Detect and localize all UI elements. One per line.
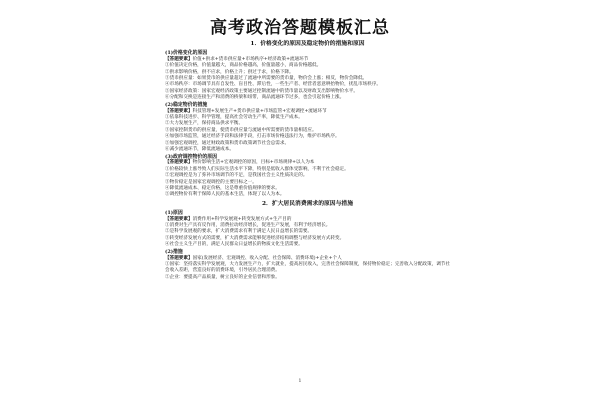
paragraph-text: ②供求影响价格，供不应求，价格上升；供过于求，价格下降。 [165,69,294,75]
paragraph-text: 科技管理+发展生产+货币供应量+市场监管+宏观调控+流通环节 [192,108,327,114]
page-title: 高考政治答题模板汇总 [210,18,390,38]
paragraph-text: ③转变经济发展方式的需要，扩大消费需求能够促进经济结构调整与经济发展方式转变。 [165,235,345,241]
paragraph-text: ④市场秩序：市场调节具有自发性、盲目性、滞后性，一些生产者、经营者恶意哄抬物价，扰乱市场秩序。 [165,82,381,88]
body-paragraph [165,275,450,281]
paragraph-text: ②大力发展生产，保持商品供求平衡。 [165,121,244,127]
paragraph-text: 价值+供求+货币供应量+市场秩序+经济政策+流通环节 [192,56,309,62]
paragraph-text: ②企业：要提高产品质量，树立良好的企业信誉和形象。 [165,274,280,280]
paragraph-text: 物价影响生活+宏观调控的原因，目标+市场规律+以人为本 [192,160,315,166]
subsection-heading: (1)价格变化的原因 [165,50,208,57]
paragraph-text: ①依靠科技进步、科学管理，提高社会劳动生产率，降低生产成本。 [165,114,303,120]
body-paragraph [165,95,450,101]
paragraph-text: 消费作用+科学发展观+转变发展方式+生产目的 [192,216,292,222]
paragraph-text: ③国家控制货币的供应量，使货币供应量与流通中所需要的货币量相适应。 [165,127,317,133]
answer-key-label: 【答题要素】 [165,108,193,114]
page-number: 1 [298,378,302,384]
section-heading: 2．扩大居民消费需求的原因与措施 [262,200,353,207]
paragraph-text: ①消费对生产具有反作用，消费拉动经济增长，促进生产发展，有利于经济增长。 [165,222,331,228]
paragraph-text: ④降低流通成本、稳定价格，这是尊重价值规律的要求。 [165,185,280,191]
paragraph-text: ①价值决定价格，价值量越大，商品价格越高，价值量越小，商品价格越低。 [165,63,322,69]
section-heading: 1．价格变化的原因及稳定物价的措施和原因 [250,41,365,47]
paragraph-text: ⑤国家经济政策：国家宏观经济政策主要通过控制流通中的货币量以及财政支出影响物价水平。 [165,88,358,94]
paragraph-text: ④加强市场监管，通过经济手段和法律手段，打击市场价格违法行为，维护市场秩序。 [165,134,340,140]
paragraph-text: ⑥分配和交换是连接生产和消费的桥梁和纽带，商品流通环节过多，也会引起价格上涨。 [165,95,345,101]
paragraph-text: ④社会主义生产目的，满足人民群众日益增长的物质文化生活需要。 [165,242,303,248]
answer-key-label: 【答题要素】 [165,160,193,166]
document-body [165,39,450,281]
answer-key-label: 【答题要素】 [165,255,193,261]
paragraph-text: 国家(发展经济、宏观调控、收入分配、社会保障、消费环境)+企业+个人 [192,255,342,261]
subsection-heading: (2)措施 [165,249,183,256]
body-paragraph [165,262,450,275]
subsection-heading: (1)原因 [165,210,183,217]
paragraph-text: ③货币供应量：如果货币的供应量超过了流通中所需要的货币量，物价会上涨；相反，物价会降低。 [165,76,368,82]
paragraph-text: ②是科学发展观的要求，扩大消费需求有利于满足人民日益增长的需要。 [165,229,313,235]
body-paragraph [165,147,450,153]
paragraph-text: ③物价稳定是国家宏观调控的主要目标之一。 [165,179,257,185]
subsection-heading: (3)政府调控物价的原因 [165,153,218,160]
answer-key-label: 【答题要素】 [165,56,193,62]
paragraph-text: ①国家：坚持落实科学发展观，大力发展生产力，扩大就业，提高居民收入，完善社会保障制度，保持物价稳定；完善收入分配政策，调节社会收入差距，营造良好的消费环境，引导居民合理消费。 [165,261,450,274]
body-paragraph [165,192,450,198]
subsection-heading: (2)稳定物价的措施 [165,102,208,109]
body-paragraph [165,242,450,248]
answer-key-label: 【答题要素】 [165,216,193,222]
paragraph-text: ⑤调控物价有利于保障人民的基本生活，体现了以人为本。 [165,192,285,198]
paragraph-text: ②宏观调控是为了弥补市场调节的不足，是我国社会主义性质决定的。 [165,173,308,179]
paragraph-text: ⑥减少流通环节，降低流通成本。 [165,147,234,152]
paragraph-text: ①价格较快上涨导致人们实际生活水平下降，特别是低收入群体受影响，不利于社会稳定。 [165,166,349,172]
paragraph-text: ⑤加强宏观调控，通过财政政策和货币政策调节社会总需求。 [165,140,290,146]
